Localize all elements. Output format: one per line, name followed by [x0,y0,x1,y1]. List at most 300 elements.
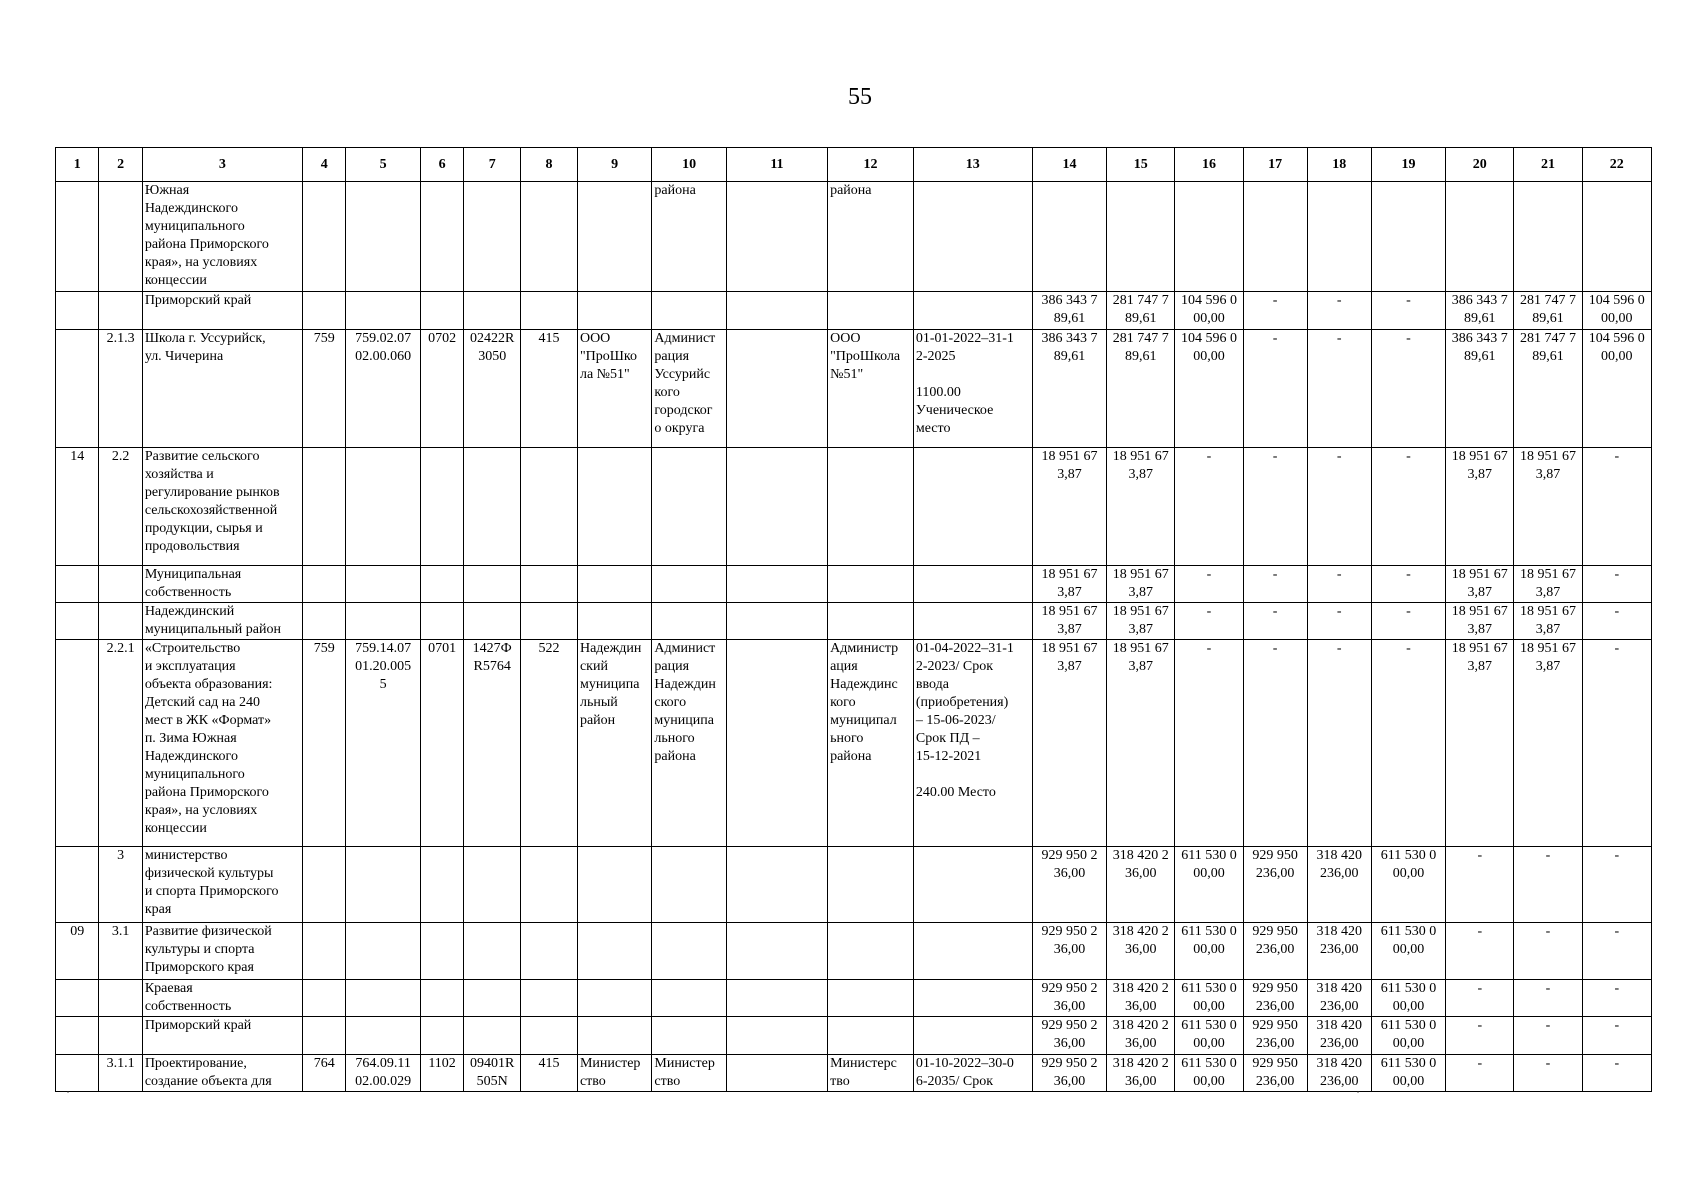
table-cell: Приморский край [142,1017,302,1054]
table-cell: 318 420 236,00 [1307,980,1371,1017]
table-cell: 18 951 67 3,87 [1446,602,1514,639]
table-row [56,602,1652,639]
table-cell [726,329,827,447]
table-cell: 929 950 2 36,00 [1032,980,1106,1017]
table-cell [521,565,578,602]
table-cell: - [1514,846,1582,922]
table-cell: 759.14.07 01.20.005 5 [346,640,420,847]
table-cell: 611 530 0 00,00 [1371,1054,1445,1091]
table-cell: Развитие сельского хозяйства и регулирование рынков сельскохозяйственной продукции, сырья и продовольствия [142,447,302,565]
table-cell: 281 747 7 89,61 [1107,329,1175,447]
table-cell: 318 420 236,00 [1307,1017,1371,1054]
table-cell [726,292,827,329]
page-number: 55 [848,84,872,110]
table-cell [521,1017,578,1054]
column-header: 12 [828,148,914,182]
table-cell: 929 950 2 36,00 [1032,846,1106,922]
table-cell: Министерс тво [828,1054,914,1091]
table-cell [420,1017,463,1054]
table-cell: 759 [303,329,346,447]
table-cell [99,292,142,329]
table-cell [726,980,827,1017]
table-row [56,292,1652,329]
table-cell [828,447,914,565]
table-cell [346,447,420,565]
column-header: 19 [1371,148,1445,182]
table-cell: 929 950 2 36,00 [1032,922,1106,979]
column-header: 17 [1243,148,1307,182]
table-cell: Школа г. Уссурийск, ул. Чичерина [142,329,302,447]
table-cell: 104 596 0 00,00 [1175,329,1243,447]
scan-speck: · [66,1085,70,1099]
table-cell [56,1017,99,1054]
table-row [56,182,1652,292]
table-cell: 318 420 236,00 [1307,846,1371,922]
table-cell [1032,182,1106,292]
table-cell: 01-01-2022–31-1 2-2025 1100.00 Ученическое место [913,329,1032,447]
table-cell [577,922,651,979]
table-cell: 281 747 7 89,61 [1107,292,1175,329]
table-cell: 611 530 0 00,00 [1371,1017,1445,1054]
table-cell: 611 530 0 00,00 [1175,980,1243,1017]
column-header: 4 [303,148,346,182]
table-cell: Админист рация Надеждин ского муниципа льного района [652,640,726,847]
column-header: 16 [1175,148,1243,182]
table-cell: 318 420 2 36,00 [1107,1017,1175,1054]
table-cell: - [1243,292,1307,329]
table-cell: 929 950 236,00 [1243,980,1307,1017]
table-cell: - [1243,640,1307,847]
table-cell: 1102 [420,1054,463,1091]
table-cell: 14 [56,447,99,565]
table-cell: - [1371,292,1445,329]
table-cell: 09401R 505N [464,1054,521,1091]
table-cell: 611 530 0 00,00 [1371,846,1445,922]
table-cell [1446,182,1514,292]
table-cell [464,980,521,1017]
table-cell: 3.1.1 [99,1054,142,1091]
table-cell [303,447,346,565]
table-cell: 18 951 67 3,87 [1032,565,1106,602]
table-cell [303,846,346,922]
table-cell [420,447,463,565]
table-row [56,565,1652,602]
table-cell [346,922,420,979]
table-cell: 3 [99,846,142,922]
table-cell: - [1175,447,1243,565]
table-cell: Админист рация Уссурийс кого городског о округа [652,329,726,447]
data-table-container [55,147,1652,1092]
column-header: 3 [142,148,302,182]
table-cell: 759.02.07 02.00.060 [346,329,420,447]
table-cell [464,182,521,292]
table-cell: - [1514,980,1582,1017]
table-cell [346,182,420,292]
table-cell [828,846,914,922]
table-cell: - [1243,565,1307,602]
table-cell: Муниципальная собственность [142,565,302,602]
table-cell: - [1175,565,1243,602]
table-cell [420,602,463,639]
table-cell: 281 747 7 89,61 [1514,329,1582,447]
column-header: 10 [652,148,726,182]
table-cell [346,846,420,922]
table-cell [346,602,420,639]
table-cell: Надеждинский муниципальный район [142,602,302,639]
table-cell: 386 343 7 89,61 [1032,329,1106,447]
column-header: 1 [56,148,99,182]
table-cell: - [1371,640,1445,847]
table-cell: - [1175,640,1243,847]
table-cell: - [1582,602,1651,639]
table-cell [652,565,726,602]
table-cell: 1427Ф R5764 [464,640,521,847]
table-cell [828,292,914,329]
table-cell: 415 [521,1054,578,1091]
table-cell [303,292,346,329]
table-cell [913,565,1032,602]
table-row [56,1054,1652,1091]
scan-speck: · [1356,1085,1360,1099]
table-cell [521,292,578,329]
table-cell: 318 420 236,00 [1307,1054,1371,1091]
table-cell [913,602,1032,639]
table-cell: - [1514,1017,1582,1054]
table-cell: - [1582,846,1651,922]
table-cell [913,1017,1032,1054]
table-cell [652,292,726,329]
table-cell: Южная Надеждинского муниципального района Приморского края», на условиях концессии [142,182,302,292]
table-cell: 318 420 2 36,00 [1107,846,1175,922]
column-header: 7 [464,148,521,182]
table-cell [577,292,651,329]
table-cell: Администр ация Надеждинс кого муниципал ьного района [828,640,914,847]
table-cell: 01-04-2022–31-1 2-2023/ Срок ввода (приобретения) – 15-06-2023/ Срок ПД – 15-12-2021 240.00 Место [913,640,1032,847]
table-cell: 929 950 236,00 [1243,1017,1307,1054]
table-cell [652,846,726,922]
table-row [56,329,1652,447]
table-cell [577,602,651,639]
table-cell [652,1017,726,1054]
table-cell: 18 951 67 3,87 [1446,447,1514,565]
table-cell: - [1582,640,1651,847]
table-cell [303,980,346,1017]
table-cell [56,640,99,847]
table-cell: 929 950 2 36,00 [1032,1017,1106,1054]
table-cell: 18 951 67 3,87 [1107,640,1175,847]
table-cell [726,640,827,847]
table-cell: 18 951 67 3,87 [1107,565,1175,602]
table-cell [577,980,651,1017]
table-cell: Приморский край [142,292,302,329]
table-cell [99,980,142,1017]
table-cell: - [1175,602,1243,639]
table-row [56,846,1652,922]
table-cell: 18 951 67 3,87 [1514,640,1582,847]
table-cell: 386 343 7 89,61 [1446,292,1514,329]
table-cell [1243,182,1307,292]
table-row [56,640,1652,847]
table-cell: Министер ство [577,1054,651,1091]
table-cell [303,182,346,292]
column-header: 21 [1514,148,1582,182]
table-cell: района [652,182,726,292]
table-cell [420,182,463,292]
table-cell [913,846,1032,922]
table-cell [577,182,651,292]
table-cell [464,922,521,979]
column-header: 18 [1307,148,1371,182]
table-cell: 0702 [420,329,463,447]
table-cell: 611 530 0 00,00 [1371,980,1445,1017]
table-cell: - [1446,846,1514,922]
table-cell [652,602,726,639]
table-cell: - [1243,602,1307,639]
table-cell: 318 420 236,00 [1307,922,1371,979]
column-header: 20 [1446,148,1514,182]
table-cell: 18 951 67 3,87 [1514,602,1582,639]
table-cell [464,846,521,922]
table-cell: Надеждин ский муниципа льный район [577,640,651,847]
table-cell [1175,182,1243,292]
table-cell [521,846,578,922]
table-cell: 18 951 67 3,87 [1446,565,1514,602]
table-cell: 929 950 236,00 [1243,1054,1307,1091]
table-cell [726,1054,827,1091]
table-cell: 611 530 0 00,00 [1175,1054,1243,1091]
table-cell: - [1371,602,1445,639]
table-cell: «Строительство и эксплуатация объекта образования: Детский сад на 240 мест в ЖК «Формат» п. Зима Южная Надеждинского муниципального района Приморского края», на условиях концессии [142,640,302,847]
table-cell [913,980,1032,1017]
table-cell: - [1371,565,1445,602]
table-row [56,922,1652,979]
column-header: 14 [1032,148,1106,182]
table-cell: ООО "ПроШкола №51" [828,329,914,447]
table-cell: 386 343 7 89,61 [1446,329,1514,447]
table-cell [464,602,521,639]
table-cell [726,846,827,922]
table-cell [726,182,827,292]
table-cell: - [1307,640,1371,847]
table-cell [521,447,578,565]
table-cell: - [1371,447,1445,565]
table-cell: 2.1.3 [99,329,142,447]
table-cell [1514,182,1582,292]
table-cell [521,182,578,292]
column-header: 15 [1107,148,1175,182]
table-cell [652,447,726,565]
table-cell: 18 951 67 3,87 [1032,447,1106,565]
column-header: 22 [1582,148,1651,182]
table-cell [99,602,142,639]
table-cell [420,846,463,922]
column-header: 11 [726,148,827,182]
table-cell [577,447,651,565]
table-cell: - [1514,922,1582,979]
table-cell: 104 596 0 00,00 [1582,292,1651,329]
table-cell: 01-10-2022–30-0 6-2035/ Срок [913,1054,1032,1091]
table-cell: - [1582,980,1651,1017]
table-cell: - [1582,447,1651,565]
table-cell [521,922,578,979]
table-cell [420,922,463,979]
table-cell [577,565,651,602]
table-cell: - [1446,1017,1514,1054]
table-cell [303,565,346,602]
table-cell: 318 420 2 36,00 [1107,980,1175,1017]
table-cell [99,565,142,602]
table-cell [464,1017,521,1054]
table-cell [346,1017,420,1054]
table-cell: Министер ство [652,1054,726,1091]
table-cell: 764.09.11 02.00.029 [346,1054,420,1091]
table-cell: Проектирование, создание объекта для [142,1054,302,1091]
column-header: 6 [420,148,463,182]
table-cell [56,602,99,639]
table-cell: - [1243,329,1307,447]
table-cell: 18 951 67 3,87 [1514,447,1582,565]
table-cell [56,980,99,1017]
table-cell [346,980,420,1017]
table-cell [652,922,726,979]
table-cell: Развитие физической культуры и спорта Приморского края [142,922,302,979]
table-cell [726,922,827,979]
table-cell [828,1017,914,1054]
table-cell: 09 [56,922,99,979]
table-cell: 281 747 7 89,61 [1514,292,1582,329]
table-cell [56,1054,99,1091]
table-cell [346,292,420,329]
table-cell [577,846,651,922]
table-row [56,447,1652,565]
table-cell [1307,182,1371,292]
table-cell: 02422R 3050 [464,329,521,447]
table-cell [828,922,914,979]
table-cell: - [1371,329,1445,447]
table-cell [56,329,99,447]
table-cell [56,565,99,602]
table-cell: ООО "ПроШко ла №51" [577,329,651,447]
table-cell [99,182,142,292]
table-cell [420,980,463,1017]
table-cell [56,846,99,922]
table-cell [99,1017,142,1054]
column-header: 5 [346,148,420,182]
column-header: 8 [521,148,578,182]
table-cell [464,565,521,602]
table-cell: - [1307,447,1371,565]
table-cell: 18 951 67 3,87 [1107,602,1175,639]
table-cell [913,447,1032,565]
table-cell [521,602,578,639]
table-cell [652,980,726,1017]
table-cell: 759 [303,640,346,847]
table-cell [913,292,1032,329]
column-header: 9 [577,148,651,182]
table-cell [303,1017,346,1054]
table-cell: 318 420 2 36,00 [1107,922,1175,979]
table-cell: 611 530 0 00,00 [1175,922,1243,979]
data-table [55,147,1652,1092]
table-cell: Краевая собственность [142,980,302,1017]
table-cell [56,292,99,329]
table-cell [303,922,346,979]
table-cell [346,565,420,602]
table-cell [521,980,578,1017]
table-cell: 929 950 2 36,00 [1032,1054,1106,1091]
table-cell [56,182,99,292]
table-cell: - [1582,1054,1651,1091]
table-cell [828,602,914,639]
table-cell: 611 530 0 00,00 [1371,922,1445,979]
table-cell [726,447,827,565]
table-cell: 104 596 0 00,00 [1582,329,1651,447]
table-cell [726,1017,827,1054]
table-cell: 18 951 67 3,87 [1032,640,1106,847]
table-cell [464,447,521,565]
table-cell: 611 530 0 00,00 [1175,846,1243,922]
table-cell: - [1446,980,1514,1017]
table-cell [577,1017,651,1054]
table-cell: 2.2.1 [99,640,142,847]
table-cell: 18 951 67 3,87 [1514,565,1582,602]
header-row [56,148,1652,182]
table-cell: 522 [521,640,578,847]
table-cell: - [1446,1054,1514,1091]
table-cell: 3.1 [99,922,142,979]
table-cell: 18 951 67 3,87 [1446,640,1514,847]
table-cell: 386 343 7 89,61 [1032,292,1106,329]
table-cell [726,602,827,639]
table-cell [1371,182,1445,292]
column-header: 13 [913,148,1032,182]
table-cell: 929 950 236,00 [1243,922,1307,979]
table-cell [464,292,521,329]
table-cell: 104 596 0 00,00 [1175,292,1243,329]
table-cell [1107,182,1175,292]
table-cell: района [828,182,914,292]
table-cell: - [1582,1017,1651,1054]
table-cell: - [1582,565,1651,602]
table-cell [1582,182,1651,292]
table-cell: - [1582,922,1651,979]
table-cell: - [1446,922,1514,979]
table-cell: - [1514,1054,1582,1091]
table-cell: 18 951 67 3,87 [1032,602,1106,639]
table-row [56,1017,1652,1054]
table-cell: - [1307,329,1371,447]
table-cell: 764 [303,1054,346,1091]
table-cell [420,292,463,329]
table-cell: - [1307,565,1371,602]
table-cell: министерство физической культуры и спорта Приморского края [142,846,302,922]
table-cell [420,565,463,602]
table-cell: 0701 [420,640,463,847]
table-cell [726,565,827,602]
table-cell: - [1307,292,1371,329]
table-cell: 18 951 67 3,87 [1107,447,1175,565]
table-cell [828,980,914,1017]
table-cell: 318 420 2 36,00 [1107,1054,1175,1091]
table-cell: 2.2 [99,447,142,565]
table-row [56,980,1652,1017]
table-cell [913,922,1032,979]
table-cell: - [1243,447,1307,565]
table-cell: 415 [521,329,578,447]
table-cell [913,182,1032,292]
table-cell [303,602,346,639]
column-header: 2 [99,148,142,182]
